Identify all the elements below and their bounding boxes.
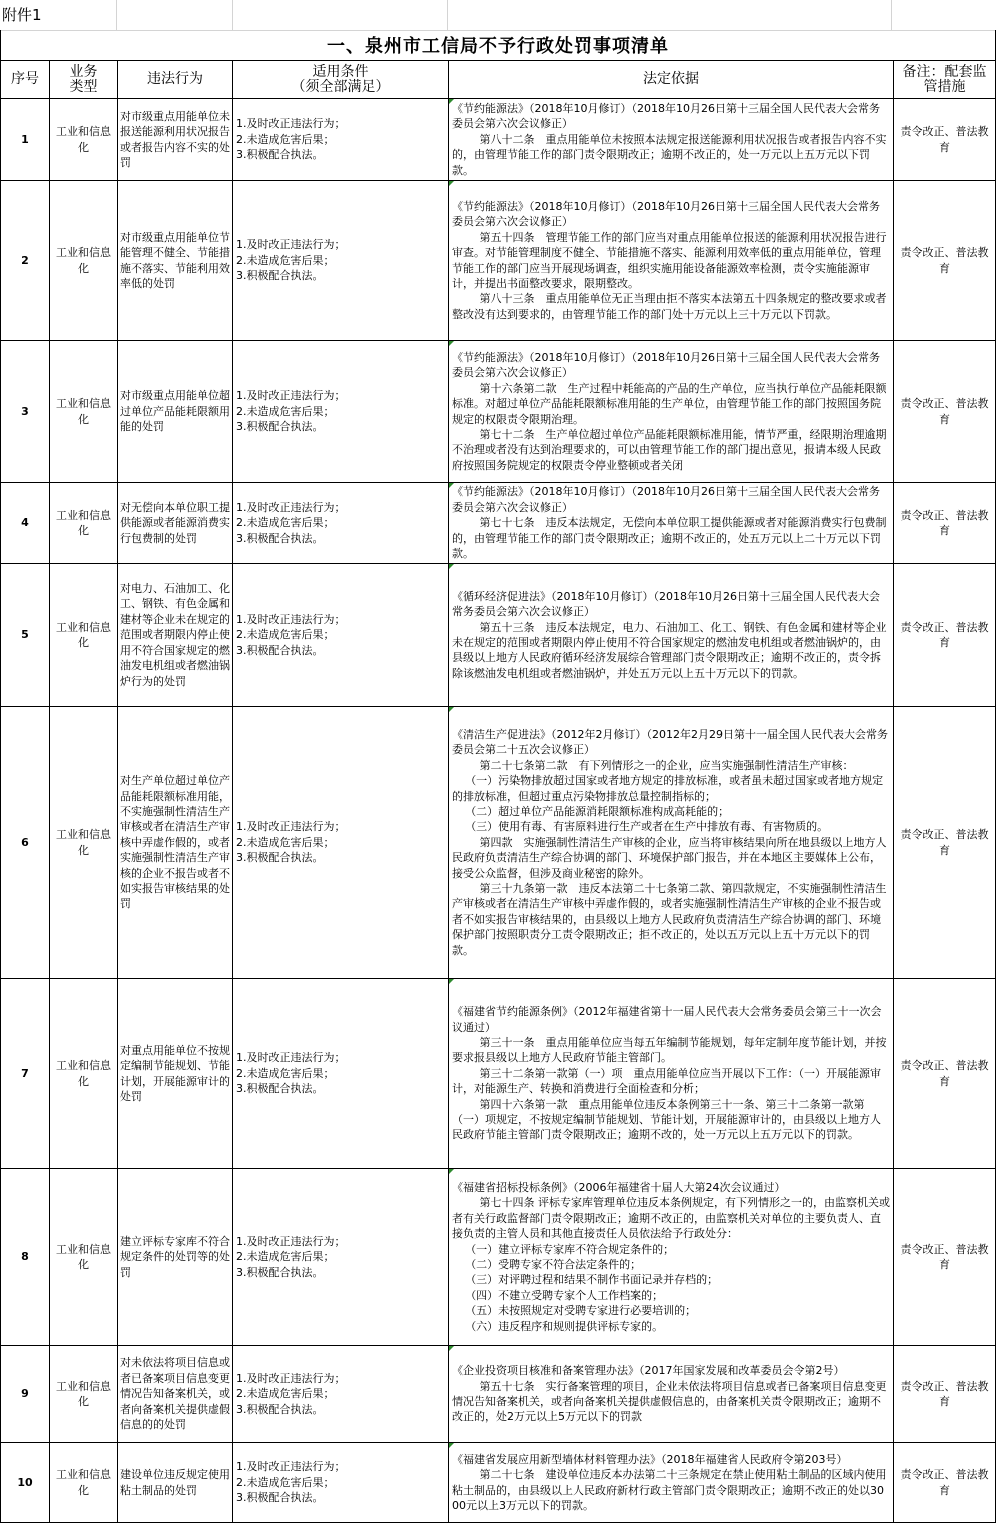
- row-legal-basis: [449, 1346, 894, 1443]
- row-category: 工业和信息化: [50, 1346, 118, 1443]
- table-row: [1, 181, 996, 341]
- row-supervision-measure: 责令改正、普法教育: [894, 707, 996, 979]
- row-number: 4: [1, 483, 50, 564]
- cell-comment-marker: [449, 1169, 454, 1174]
- table-body: [1, 99, 996, 1523]
- table-row: [1, 1443, 996, 1523]
- header-conditions: [233, 61, 449, 99]
- basis-paragraph: 第八十三条 重点用能单位无正当理由拒不落实本法第五十四条规定的整改要求或者整改没有达到要求的，由管理节能工作的部门处十万元以上三十万元以下罚款。: [452, 292, 887, 321]
- row-number: 10: [1, 1443, 50, 1523]
- table-row: [1, 564, 996, 707]
- basis-paragraph: 第五十三条 违反本法规定，电力、石油加工、化工、钢铁、有色金属和建材等企业未在规定的范围或者期限内停止使用不符合国家规定的燃油发电机组或者燃油锅炉的，由县级以上地方人民政府循环经济发展综合管理部门责令限期改正；逾期不改正的，责令拆除该燃油发电机组或者燃油锅炉，并处五万元以上五十万元以下的罚款。: [452, 620, 887, 680]
- cell-comment-marker: [449, 483, 454, 488]
- basis-paragraph: 《节约能源法》（2018年10月修订）（2018年10月26日第十三届全国人民代表大会常务委员会第六次会议修正）: [452, 101, 880, 131]
- cell-comment-marker: [449, 1443, 454, 1448]
- row-category: 工业和信息化: [50, 1169, 118, 1346]
- cell-comment-marker: [449, 564, 454, 569]
- row-category: 工业和信息化: [50, 979, 118, 1169]
- basis-paragraph: 《福建省招标投标条例》（2006年福建省十届人大第24次会议通过）: [452, 1180, 786, 1194]
- row-violation: 对电力、石油加工、化工、钢铁、有色金属和建材等企业未在规定的范围或者期限内停止使用不符合国家规定的燃油发电机组或者燃油锅炉行为的处罚: [118, 564, 233, 707]
- attachment-label: 附件1: [2, 4, 46, 25]
- table-row: [1, 341, 996, 483]
- row-conditions: 1.及时改正违法行为； 2.未造成危害后果； 3.积极配合执法。: [233, 707, 449, 979]
- cell-comment-marker: [449, 1346, 454, 1351]
- row-supervision-measure: 责令改正、普法教育: [894, 979, 996, 1169]
- basis-paragraph: 第四款 实施强制性清洁生产审核的企业，应当将审核结果向所在地县级以上地方人民政府负责清洁生产综合协调的部门、环境保护部门报告，并在本地区主要媒体上公布，接受公众监督，但涉及商业秘密的除外。: [452, 835, 887, 880]
- row-violation: 对重点用能单位不按规定编制节能规划、节能计划，开展能源审计的处罚: [118, 979, 233, 1169]
- row-violation: 对无偿向本单位职工提供能源或者能源消费实行包费制的处罚: [118, 483, 233, 564]
- row-conditions: 1.及时改正违法行为； 2.未造成危害后果； 3.积极配合执法。: [233, 181, 449, 341]
- row-violation: 建立评标专家库不符合规定条件的处罚等的处罚: [118, 1169, 233, 1346]
- row-conditions: 1.及时改正违法行为； 2.未造成危害后果； 3.积极配合执法。: [233, 1169, 449, 1346]
- row-conditions: 1.及时改正违法行为； 2.未造成危害后果； 3.积极配合执法。: [233, 564, 449, 707]
- basis-paragraph: 第三十一条 重点用能单位应当每五年编制节能规划，每年定制年度节能计划，并按要求报县级以上地方人民政府节能主管部门。: [452, 1035, 887, 1065]
- basis-paragraph: 第十六条第二款 生产过程中耗能高的产品的生产单位，应当执行单位产品能耗限额标准。对超过单位产品能耗限额标准用能的生产单位，由管理节能工作的部门按照国务院规定的权限责令限期治理。: [452, 381, 887, 426]
- row-conditions: 1.及时改正违法行为； 2.未造成危害后果； 3.积极配合执法。: [233, 341, 449, 483]
- basis-paragraph: 《福建省发展应用新型墙体材料管理办法》（2018年福建省人民政府令第203号）: [452, 1452, 848, 1466]
- basis-paragraph: （一）建立评标专家库不符合规定条件的；: [465, 1242, 675, 1256]
- row-number: 8: [1, 1169, 50, 1346]
- row-category: 工业和信息化: [50, 99, 118, 181]
- header-category: 业务 类型: [50, 61, 118, 99]
- table-row: [1, 1169, 996, 1346]
- basis-paragraph: 《清洁生产促进法》（2012年2月修订）（2012年2月29日第十一届全国人民代表大会常务委员会第二十五次会议修正）: [452, 727, 888, 757]
- row-number: 2: [1, 181, 50, 341]
- basis-paragraph: （三）使用有毒、有害原料进行生产或者在生产中排放有毒、有害物质的。: [465, 820, 829, 834]
- table-row: [1, 979, 996, 1169]
- header-basis: 法定依据: [449, 61, 894, 99]
- basis-paragraph: 第二十七条第二款 有下列情形之一的企业，应当实施强制性清洁生产审核：: [479, 758, 854, 772]
- table-row: [1, 1346, 996, 1443]
- row-number: 6: [1, 707, 50, 979]
- row-legal-basis: [449, 1443, 894, 1523]
- row-violation: 对市级重点用能单位超过单位产品能耗限额用能的处罚: [118, 341, 233, 483]
- title-row: [0, 30, 996, 60]
- row-conditions: 1.及时改正违法行为； 2.未造成危害后果； 3.积极配合执法。: [233, 1443, 449, 1523]
- row-violation: 对市级重点用能单位未报送能源利用状况报告或者报告内容不实的处罚: [118, 99, 233, 181]
- row-legal-basis: [449, 1169, 894, 1346]
- row-conditions: 1.及时改正违法行为； 2.未造成危害后果； 3.积极配合执法。: [233, 99, 449, 181]
- penalty-table: [0, 60, 996, 1523]
- basis-paragraph: 《节约能源法》（2018年10月修订）（2018年10月26日第十三届全国人民代表大会常务委员会第六次会议修正）: [452, 350, 880, 380]
- row-conditions: 1.及时改正违法行为； 2.未造成危害后果； 3.积极配合执法。: [233, 979, 449, 1169]
- row-legal-basis: [449, 564, 894, 707]
- basis-paragraph: （二）受聘专家不符合法定条件的；: [465, 1258, 642, 1271]
- cell-comment-marker: [449, 979, 454, 984]
- row-legal-basis: [449, 341, 894, 483]
- row-supervision-measure: 责令改正、普法教育: [894, 1346, 996, 1443]
- basis-paragraph: 《节约能源法》（2018年10月修订）（2018年10月26日第十三届全国人民代表大会常务委员会第六次会议修正）: [452, 199, 880, 229]
- cell-comment-marker: [449, 341, 454, 346]
- basis-paragraph: 第七十四条 评标专家库管理单位违反本条例规定，有下列情形之一的，由监察机关或者有关行政监督部门责令限期改正；逾期不改正的，由监察机关对单位的主要负责人、直接负责的主管人员和其他直接责任人员依法给予行政处分：: [452, 1196, 890, 1241]
- row-number: 5: [1, 564, 50, 707]
- row-legal-basis: [449, 181, 894, 341]
- basis-paragraph: （二）超过单位产品能源消耗限额标准构成高耗能的；: [465, 804, 730, 818]
- basis-paragraph: 第二十七条 建设单位违反本办法第二十三条规定在禁止使用粘土制品的区域内使用粘土制品的，由县级以上人民政府新材行政主管部门责令限期改正；逾期不改正的处以3000元以上3万元以下的罚款。: [452, 1468, 887, 1512]
- basis-paragraph: （三）对评聘过程和结果不制作书面记录并存档的；: [465, 1273, 719, 1287]
- row-category: 工业和信息化: [50, 707, 118, 979]
- header-row: [1, 61, 996, 99]
- row-legal-basis: [449, 99, 894, 181]
- basis-paragraph: 《企业投资项目核准和备案管理办法》（2017年国家发展和改革委员会令第2号）: [452, 1364, 845, 1378]
- basis-paragraph: （一）污染物排放超过国家或者地方规定的排放标准，或者虽未超过国家或者地方规定的排放标准，但超过重点污染物排放总量控制指标的；: [452, 774, 884, 803]
- row-category: 工业和信息化: [50, 564, 118, 707]
- header-note: 备注：配套监管措施: [894, 61, 996, 99]
- cell-comment-marker: [449, 707, 454, 712]
- basis-paragraph: 《福建省节约能源条例》（2012年福建省第十一届人民代表大会常务委员会第三十一次会议通过）: [452, 1005, 882, 1034]
- row-number: 9: [1, 1346, 50, 1443]
- basis-paragraph: 第八十二条 重点用能单位未按照本法规定报送能源利用状况报告或者报告内容不实的，由管理节能工作的部门责令限期改正；逾期不改正的，处一万元以上五万元以下罚款。: [452, 132, 887, 177]
- basis-paragraph: 《节约能源法》（2018年10月修订）（2018年10月26日第十三届全国人民代表大会常务委员会第六次会议修正）: [452, 485, 880, 514]
- row-category: 工业和信息化: [50, 181, 118, 341]
- basis-paragraph: 第五十七条 实行备案管理的项目，企业未依法将项目信息或者已备案项目信息变更情况告知备案机关，或者向备案机关提供虚假信息的，由备案机关责令限期改正；逾期不改正的，处2万元以上5万元以下的罚款: [452, 1379, 887, 1424]
- row-legal-basis: [449, 707, 894, 979]
- page-title: 一、泉州市工信局不予行政处罚事项清单: [327, 36, 669, 57]
- basis-paragraph: （四）不建立受聘专家个人工作档案的；: [465, 1288, 664, 1302]
- row-legal-basis: [449, 483, 894, 564]
- row-supervision-measure: 责令改正、普法教育: [894, 483, 996, 564]
- row-number: 7: [1, 979, 50, 1169]
- row-supervision-measure: 责令改正、普法教育: [894, 564, 996, 707]
- basis-paragraph: 第七十二条 生产单位超过单位产品能耗限额标准用能，情节严重，经限期治理逾期不治理或者没有达到治理要求的，可以由管理节能工作的部门提出意见，报请本级人民政府按照国务院规定的权限责令停业整顿或者关闭: [452, 427, 887, 472]
- row-violation: 对市级重点用能单位节能管理不健全、节能措施不落实、节能利用效率低的处罚: [118, 181, 233, 341]
- row-legal-basis: [449, 979, 894, 1169]
- row-violation: 对未依法将项目信息或者已备案项目信息变更情况告知备案机关，或者向备案机关提供虚假信息的的处罚: [118, 1346, 233, 1443]
- row-supervision-measure: 责令改正、普法教育: [894, 1443, 996, 1523]
- row-conditions: 1.及时改正违法行为； 2.未造成危害后果； 3.积极配合执法。: [233, 1346, 449, 1443]
- row-supervision-measure: 责令改正、普法教育: [894, 1169, 996, 1346]
- basis-paragraph: 第七十七条 违反本法规定，无偿向本单位职工提供能源或者对能源消费实行包费制的，由管理节能工作的部门责令限期改正；逾期不改正的，处五万元以上二十万元以下罚款。: [452, 516, 887, 561]
- header-conditions-line1: 适用条件: [312, 63, 369, 80]
- basis-paragraph: （六）违反程序和规则提供评标专家的。: [465, 1319, 664, 1333]
- table-row: [1, 99, 996, 181]
- header-num: 序号: [1, 61, 50, 99]
- row-violation: 对生产单位超过单位产品能耗限额标准用能，不实施强制性清洁生产审核或者在清洁生产审核中弄虚作假的，或者实施强制性清洁生产审核的企业不报告或者不如实报告审核结果的处罚: [118, 707, 233, 979]
- table-row: [1, 483, 996, 564]
- row-number: 3: [1, 341, 50, 483]
- basis-paragraph: 第三十九条第一款 违反本法第二十七条第二款、第四款规定，不实施强制性清洁生产审核或者在清洁生产审核中弄虚作假的，或者实施强制性清洁生产审核的企业不报告或者不如实报告审核结果的，由县级以上地方人民政府负责清洁生产综合协调的部门、环境保护部门按照职责分工责令限期改正；拒不改正的，处以五万元以上五十万元以下的罚款。: [452, 882, 887, 957]
- row-supervision-measure: 责令改正、普法教育: [894, 341, 996, 483]
- basis-paragraph: 第四十六条第一款 重点用能单位违反本条例第三十一条、第三十二条第一款第（一）项规定，不按规定编制节能规划、节能计划，开展能源审计的，由县级以上地方人民政府节能主管部门责令限期改正；逾期不改的，处一万元以上五万元以下的罚款。: [452, 1097, 881, 1142]
- basis-paragraph: 《循环经济促进法》（2018年10月修订）（2018年10月26日第十三届全国人民代表大会常务委员会第六次会议修正）: [452, 589, 880, 619]
- table-row: [1, 707, 996, 979]
- header-conditions-line2: （须全部满足）: [291, 78, 390, 95]
- basis-paragraph: 第三十二条第一款第（一）项 重点用能单位应当开展以下工作：（一）开展能源审计，对能源生产、转换和消费进行全面检查和分析；: [452, 1066, 881, 1096]
- cell-comment-marker: [449, 99, 454, 104]
- row-violation: 建设单位违反规定使用粘土制品的处罚: [118, 1443, 233, 1523]
- basis-paragraph: （五）未按照规定对受聘专家进行必要培训的；: [465, 1304, 697, 1318]
- row-category: 工业和信息化: [50, 483, 118, 564]
- cell-comment-marker: [449, 181, 454, 186]
- row-conditions: 1.及时改正违法行为； 2.未造成危害后果； 3.积极配合执法。: [233, 483, 449, 564]
- top-grid-row: [0, 0, 996, 31]
- row-supervision-measure: 责令改正、普法教育: [894, 181, 996, 341]
- header-act: 违法行为: [118, 61, 233, 99]
- row-category: 工业和信息化: [50, 1443, 118, 1523]
- basis-paragraph: 第五十四条 管理节能工作的部门应当对重点用能单位报送的能源利用状况报告进行审查。对节能管理制度不健全、节能措施不落实、能源利用效率低的重点用能单位，管理节能工作的部门应当开展现场调查，组织实施用能设备能源效率检测，责令实施能源审计，并提出书面整改要求，限期整改。: [452, 230, 887, 290]
- row-number: 1: [1, 99, 50, 181]
- row-category: 工业和信息化: [50, 341, 118, 483]
- row-supervision-measure: 责令改正、普法教育: [894, 99, 996, 181]
